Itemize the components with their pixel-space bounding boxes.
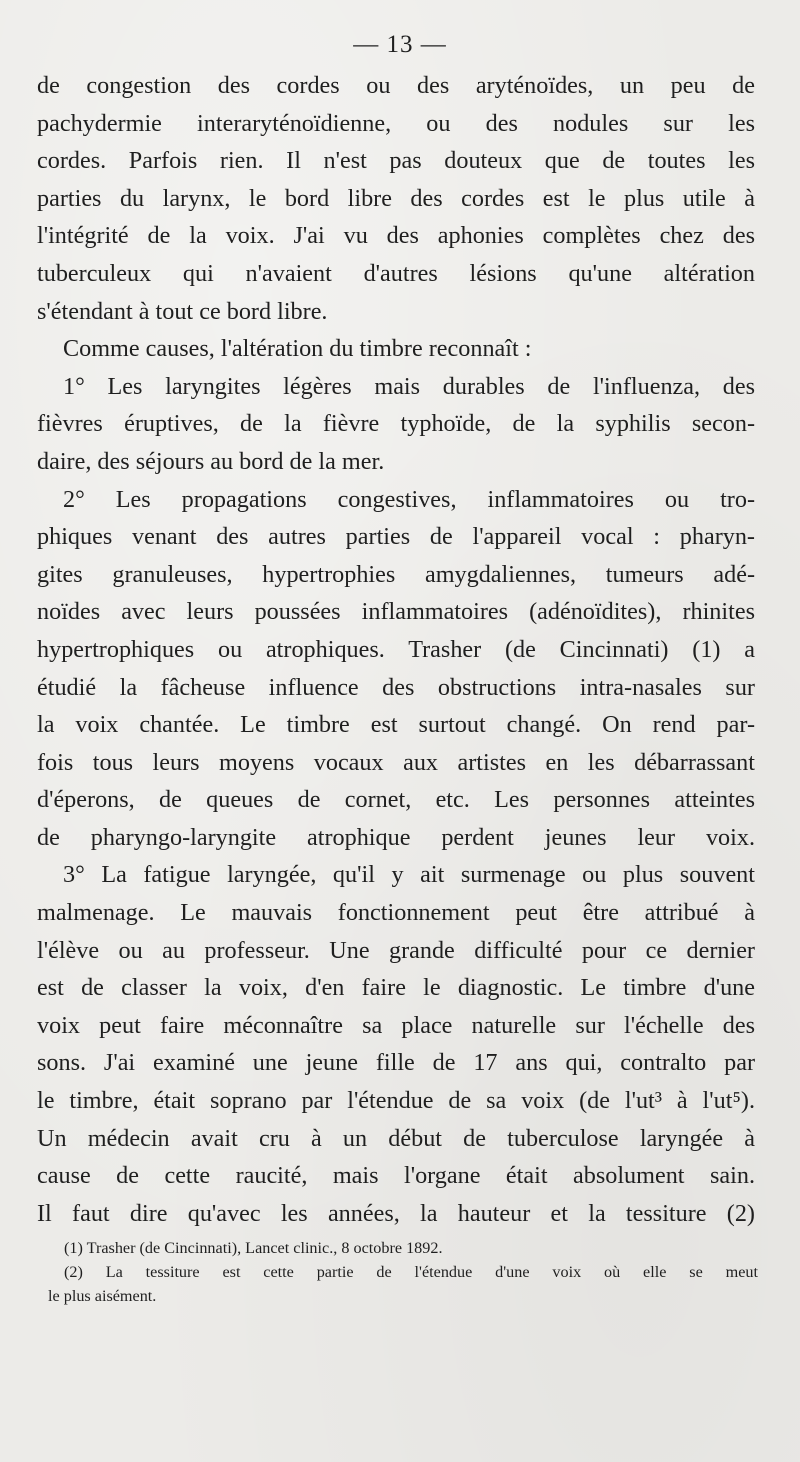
text-line: le timbre, était soprano par l'étendue de sa voix (de l'ut³ à l'ut⁵). <box>37 1087 755 1115</box>
text-line: 3° La fatigue laryngée, qu'il y ait surmenage ou plus souvent <box>63 861 755 889</box>
page-number: — 13 — <box>353 31 447 58</box>
text-line: hypertrophiques ou atrophiques. Trasher (de Cincinnati) (1) a <box>37 635 755 663</box>
text-line: est de classer la voix, d'en faire le diagnostic. Le timbre d'une <box>37 974 755 1002</box>
text-line: 2° Les propagations congestives, inflammatoires ou tro- <box>63 485 755 513</box>
text-line: cause de cette raucité, mais l'organe était absolument sain. <box>37 1162 755 1190</box>
text-line: Il faut dire qu'avec les années, la hauteur et la tessiture (2) <box>37 1199 755 1227</box>
text-line: de pharyngo-laryngite atrophique perdent jeunes leur voix. <box>37 823 755 851</box>
text-line: gites granuleuses, hypertrophies amygdaliennes, tumeurs adé- <box>37 560 755 588</box>
text-line: s'étendant à tout ce bord libre. <box>37 297 328 325</box>
text-line: étudié la fâcheuse influence des obstructions intra-nasales sur <box>37 673 755 701</box>
text-line: Comme causes, l'altération du timbre reconnaît : <box>63 335 532 363</box>
text-line: de congestion des cordes ou des aryténoïdes, un peu de <box>37 72 755 99</box>
text-line: noïdes avec leurs poussées inflammatoires (adénoïdites), rhinites <box>37 598 755 626</box>
text-line: malmenage. Le mauvais fonctionnement peut être attribué à <box>37 899 755 927</box>
footnote-2-continuation: le plus aisément. <box>48 1287 157 1305</box>
text-line: la voix chantée. Le timbre est surtout changé. On rend par- <box>37 711 755 739</box>
text-line: l'élève ou au professeur. Une grande difficulté pour ce dernier <box>37 936 755 964</box>
text-line: d'éperons, de queues de cornet, etc. Les personnes atteintes <box>37 786 755 814</box>
text-line: phiques venant des autres parties de l'appareil vocal : pharyn- <box>37 523 755 551</box>
text-line: Un médecin avait cru à un début de tuberculose laryngée à <box>37 1124 755 1152</box>
footnote-2: (2) La tessiture est cette partie de l'étendue d'une voix où elle se meut <box>64 1263 758 1281</box>
text-line: sons. J'ai examiné une jeune fille de 17 ans qui, contralto par <box>37 1049 755 1077</box>
text-line: fièvres éruptives, de la fièvre typhoïde, de la syphilis secon- <box>37 410 755 438</box>
text-line: 1° Les laryngites légères mais durables de l'influenza, des <box>63 372 755 400</box>
text-line: daire, des séjours au bord de la mer. <box>37 447 385 475</box>
footnote-1: (1) Trasher (de Cincinnati), Lancet clinic., 8 octobre 1892. <box>64 1239 443 1257</box>
text-line: cordes. Parfois rien. Il n'est pas douteux que de toutes les <box>37 147 755 175</box>
text-line: voix peut faire méconnaître sa place naturelle sur l'échelle des <box>37 1011 755 1039</box>
text-line: parties du larynx, le bord libre des cordes est le plus utile à <box>37 184 755 212</box>
footnotes <box>48 1236 758 1308</box>
text-line: fois tous leurs moyens vocaux aux artistes en les débarrassant <box>37 748 755 776</box>
text-line: pachydermie interaryténoïdienne, ou des nodules sur les <box>37 109 755 137</box>
text-line: l'intégrité de la voix. J'ai vu des aphonies complètes chez des <box>37 222 755 250</box>
text-line: tuberculeux qui n'avaient d'autres lésions qu'une altération <box>37 259 755 287</box>
body-text <box>37 67 755 1232</box>
